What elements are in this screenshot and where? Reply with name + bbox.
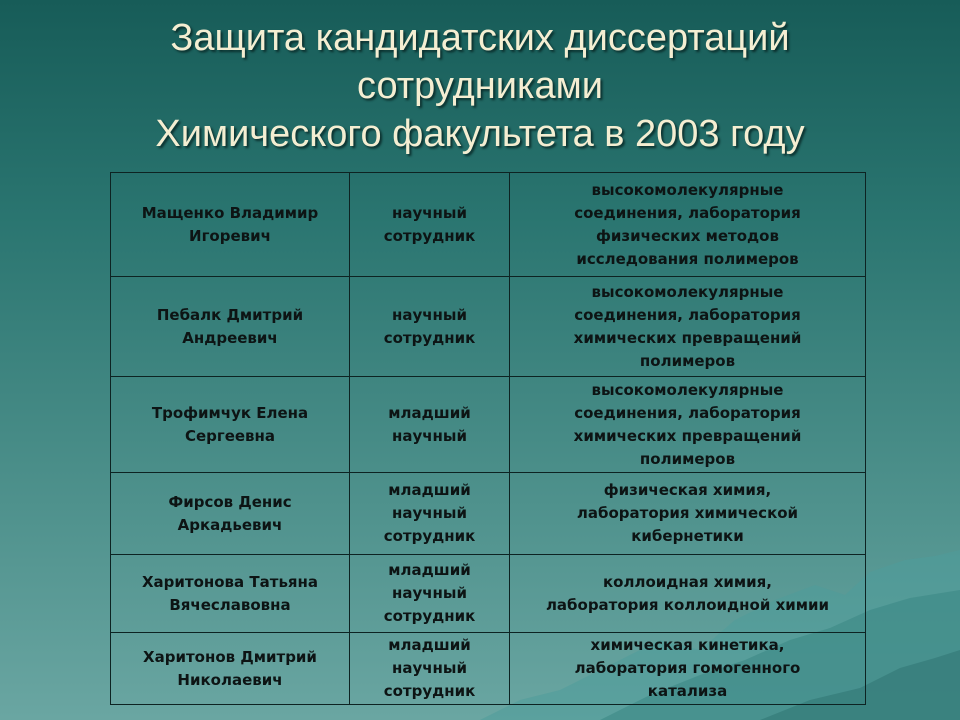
position-cell: младший научный сотрудник [350, 555, 510, 633]
table-row [111, 473, 866, 555]
position-cell: младший научный сотрудник [350, 633, 510, 705]
dissertations-table [110, 172, 866, 705]
title-line-3: Химического факультета в 2003 году [155, 113, 805, 155]
position-cell: научный сотрудник [350, 277, 510, 377]
table-row [111, 173, 866, 277]
department-cell: физическая химия, лаборатория химической кибернетики [510, 473, 866, 555]
name-cell: Трофимчук Елена Сергеевна [111, 377, 350, 473]
name-cell: Фирсов Денис Аркадьевич [111, 473, 350, 555]
table-row [111, 277, 866, 377]
position-cell: младший научный сотрудник [350, 473, 510, 555]
department-cell: высокомолекулярные соединения, лаборатория химических превращений полимеров [510, 277, 866, 377]
position-cell: младший научный [350, 377, 510, 473]
department-cell: высокомолекулярные соединения, лаборатория физических методов исследования полимеров [510, 173, 866, 277]
table-row [111, 633, 866, 705]
position-cell: научный сотрудник [350, 173, 510, 277]
name-cell: Харитонова Татьяна Вячеславовна [111, 555, 350, 633]
name-cell: Пебалк Дмитрий Андреевич [111, 277, 350, 377]
name-cell: Харитонов Дмитрий Николаевич [111, 633, 350, 705]
table-row [111, 555, 866, 633]
department-cell: коллоидная химия, лаборатория коллоидной химии [510, 555, 866, 633]
department-cell: химическая кинетика, лаборатория гомогенного катализа [510, 633, 866, 705]
department-cell: высокомолекулярные соединения, лаборатория химических превращений полимеров [510, 377, 866, 473]
table-row [111, 377, 866, 473]
slide-title [60, 14, 900, 158]
name-cell: Мащенко Владимир Игоревич [111, 173, 350, 277]
title-line-2: сотрудниками [357, 65, 603, 107]
title-line-1: Защита кандидатских диссертаций [170, 17, 790, 59]
